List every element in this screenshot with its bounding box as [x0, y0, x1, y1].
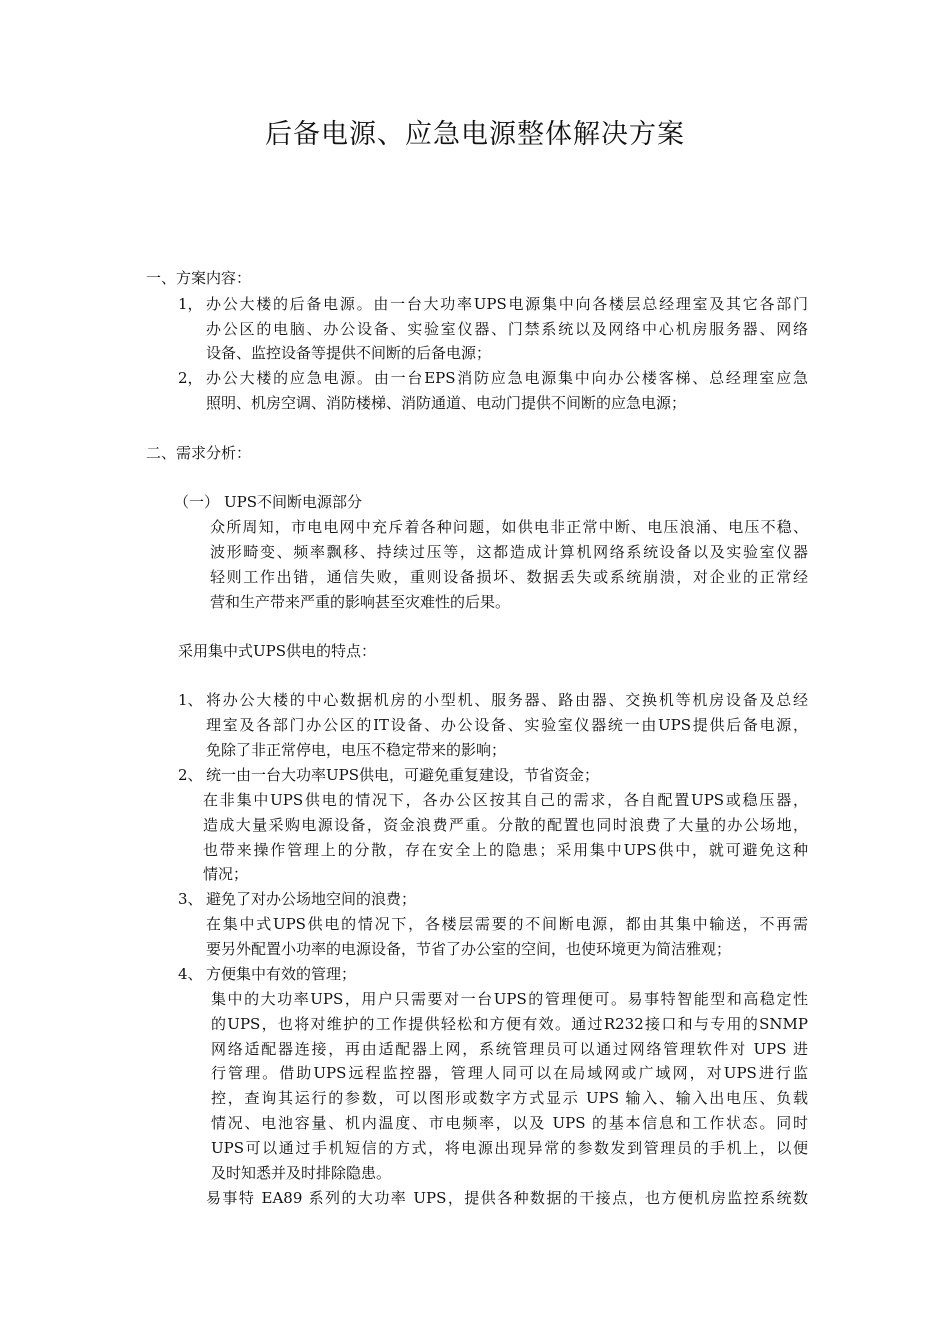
paragraph-line: 集中的大功率UPS，用户只需要对一台UPS的管理便可。易事特智能型和高稳定性 — [211, 990, 808, 1008]
paragraph-line: 的UPS，也将对维护的工作提供轻松和方便有效。通过R232接口和与专用的SNMP — [211, 1015, 808, 1033]
paragraph-line: 也带来操作管理上的分散，存在安全上的隐患；采用集中UPS供中，就可避免这种 — [203, 841, 808, 859]
paragraph-line: 营和生产带来严重的影响甚至灾难性的后果。 — [210, 593, 511, 611]
paragraph-line: 轻则工作出错，通信失败，重则设备损坏、数据丢失或系统崩溃，对企业的正常经 — [210, 568, 808, 586]
list-number: 3、 — [178, 890, 203, 908]
list-item-line: 免除了非正常停电，电压不稳定带来的影响； — [206, 741, 507, 759]
list-number: 1、 — [178, 691, 203, 709]
subsection-title: UPS不间断电源部分 — [224, 493, 363, 511]
paragraph-line: 在集中式UPS供电的情况下，各楼层需要的不间断电源，都由其集中输送，不再需 — [206, 915, 808, 933]
paragraph-line: 在非集中UPS供电的情况下，各办公区按其自己的需求，各自配置UPS或稳压器， — [203, 791, 808, 809]
paragraph-line: 造成大量采购电源设备，资金浪费严重。分散的配置也同时浪费了大量的办公场地， — [203, 816, 808, 834]
list-item-line: 统一由一台大功率UPS供电，可避免重复建设，节省资金； — [206, 766, 600, 784]
list-item-line: 办公大楼的后备电源。由一台大功率UPS电源集中向各楼层总经理室及其它各部门 — [206, 295, 808, 313]
paragraph-line: 情况、电池容量、机内温度、市电频率，以及 UPS 的基本信息和工作状态。同时 — [211, 1114, 808, 1132]
paragraph-line: 波形畸变、频率飘移、持续过压等，这都造成计算机网络系统设备以及实验室仪器 — [210, 543, 808, 561]
paragraph-line: 众所周知，市电电网中充斥着各种问题，如供电非正常中断、电压浪涌、电压不稳、 — [210, 518, 808, 536]
list-item-line: 理室及各部门办公区的IT设备、办公设备、实验室仪器统一由UPS提供后备电源， — [206, 716, 808, 734]
section-heading: 二、需求分析： — [146, 444, 252, 462]
document-title: 后备电源、应急电源整体解决方案 — [265, 119, 685, 150]
paragraph-line: 易事特 EA89 系列的大功率 UPS，提供各种数据的干接点，也方便机房监控系统数 — [206, 1189, 808, 1207]
list-item-line: 办公区的电脑、办公设备、实验室仪器、门禁系统以及网络中心机房服务器、网络 — [206, 320, 808, 338]
paragraph-line: 要另外配置小功率的电源设备，节省了办公室的空间，也使环境更为简洁雅观； — [206, 940, 732, 958]
section-heading: 一、方案内容： — [146, 269, 252, 287]
list-number: 4、 — [178, 965, 203, 983]
list-item-line: 方便集中有效的管理； — [206, 965, 357, 983]
list-item-line: 设备、监控设备等提供不间断的后备电源； — [206, 344, 492, 362]
paragraph-line: 情况； — [203, 865, 249, 883]
list-number: 2、 — [178, 766, 203, 784]
paragraph-line: 行管理。借助UPS远程监控器，管理人同可以在局域网或广域网，对UPS进行监 — [211, 1064, 808, 1082]
list-number: 1， — [178, 295, 203, 313]
list-number: 2， — [178, 369, 203, 387]
list-item-line: 办公大楼的应急电源。由一台EPS消防应急电源集中向办公楼客梯、总经理室应急 — [206, 369, 808, 387]
list-item-line: 照明、机房空调、消防楼梯、消防通道、电动门提供不间断的应急电源； — [206, 394, 687, 412]
paragraph-line: 控，查询其运行的参数，可以图形或数字方式显示 UPS 输入、输入出电压、负载 — [211, 1089, 808, 1107]
paragraph-line: UPS可以通过手机短信的方式，将电源出现异常的参数发到管理员的手机上，以便 — [211, 1139, 808, 1157]
list-item-line: 避免了对办公场地空间的浪费； — [206, 890, 417, 908]
paragraph-line: 网络适配器连接，再由适配器上网，系统管理员可以通过网络管理软件对 UPS 进 — [211, 1040, 808, 1058]
paragraph-line: 及时知悉并及时排除隐患。 — [211, 1164, 392, 1182]
subsection-number: （一） — [174, 493, 220, 511]
list-item-line: 将办公大楼的中心数据机房的小型机、服务器、路由器、交换机等机房设备及总经 — [206, 691, 808, 709]
features-heading: 采用集中式UPS供电的特点： — [178, 642, 377, 660]
